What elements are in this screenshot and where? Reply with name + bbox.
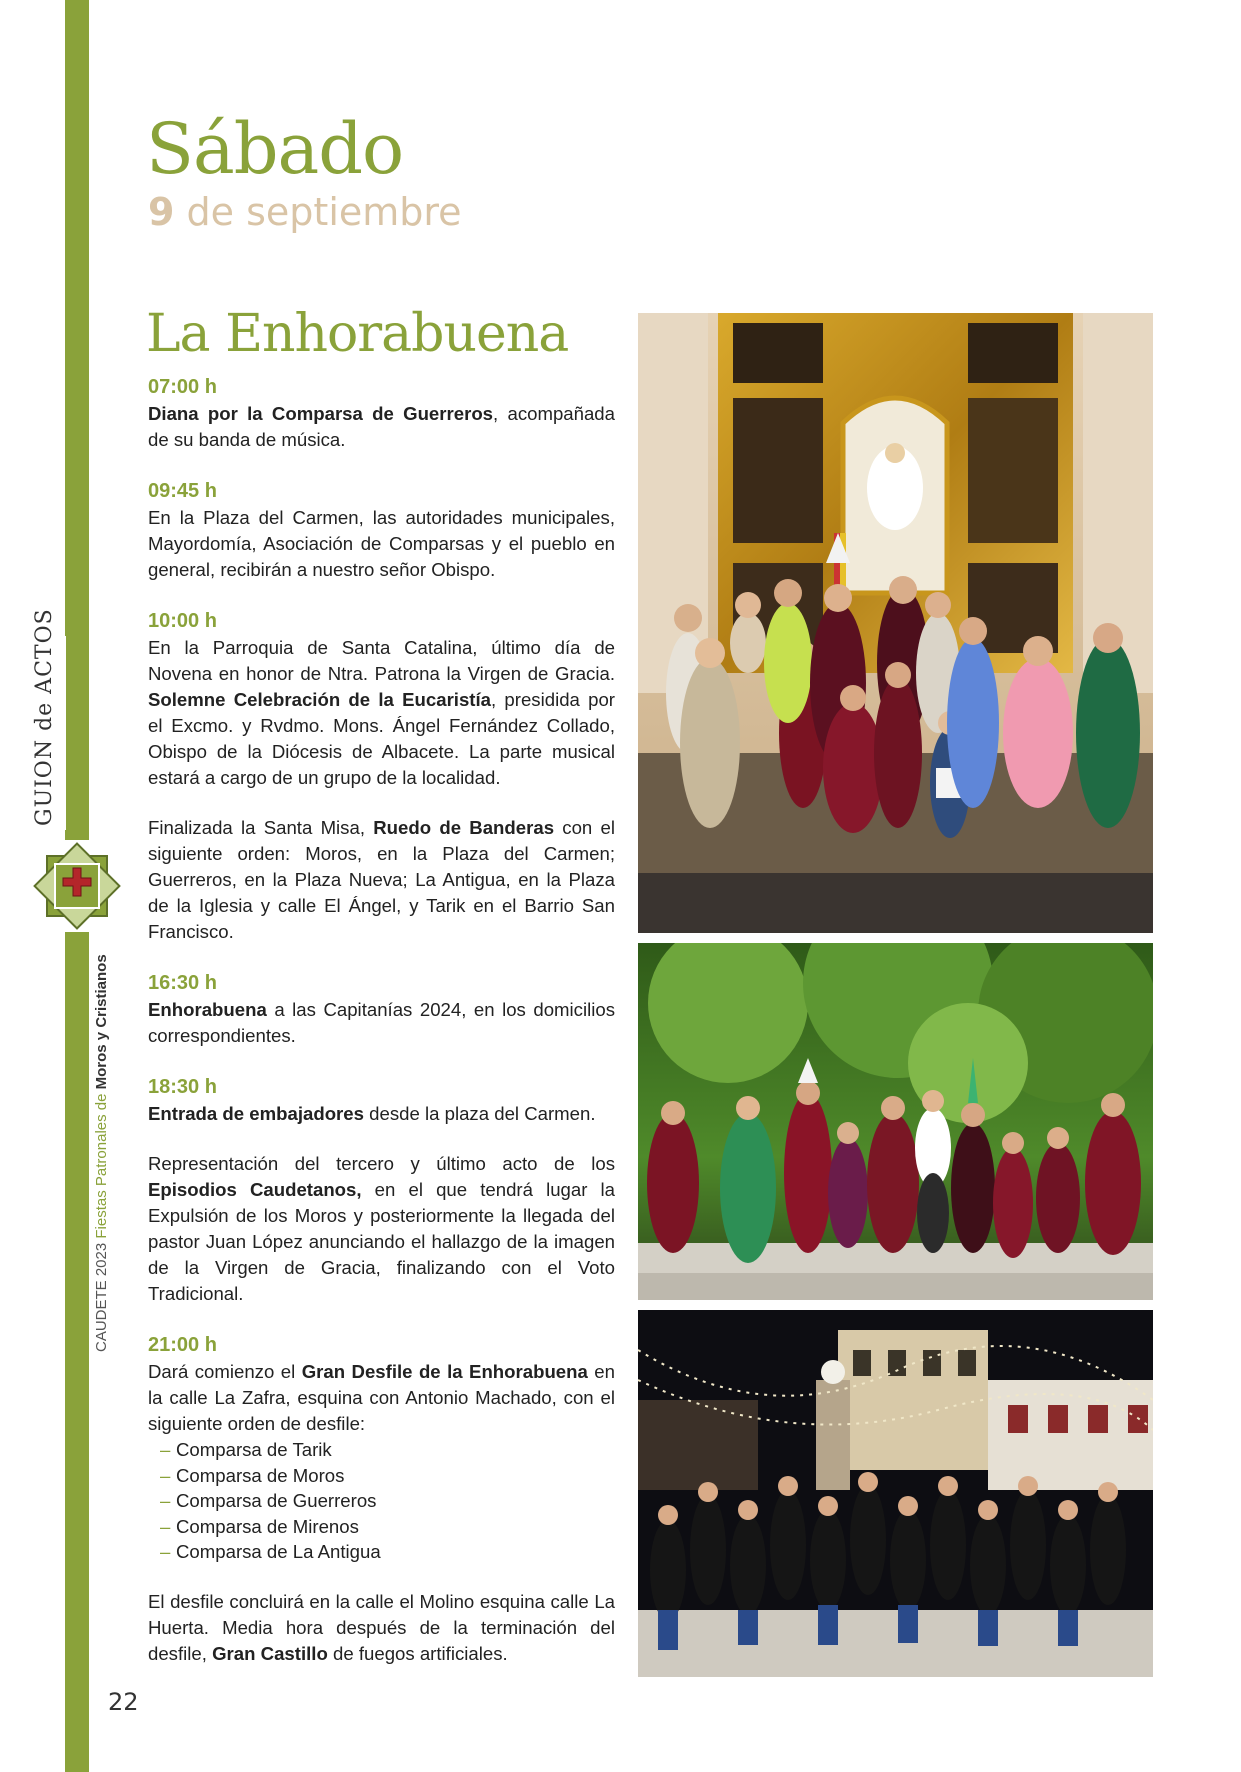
list-item: – Comparsa de Mirenos (160, 1515, 359, 1537)
parade-item-label: Comparsa de La Antigua (176, 1541, 381, 1562)
parade-item-label: Comparsa de Mirenos (176, 1515, 359, 1537)
event-0700 (148, 373, 615, 453)
event-time: 16:30 h (148, 972, 217, 994)
pub-bold: Moros y Cristianos (93, 954, 110, 1090)
photo-church-altar-group (638, 313, 1153, 933)
event-time: 09:45 h (148, 480, 217, 502)
event-highlight: Gran Desfile de la Enhorabuena (301, 1361, 588, 1382)
parade-item-label: Comparsa de Moros (176, 1464, 345, 1486)
event-time: 10:00 h (148, 610, 217, 632)
list-item: – Comparsa de Tarik (160, 1439, 332, 1460)
photo-night-square-group (638, 1310, 1153, 1677)
event-text (148, 997, 615, 1049)
event-time: 21:00 h (148, 1334, 217, 1356)
event-detail: Finalizada la Santa Misa, (148, 817, 374, 838)
day-title: Sábado (146, 108, 404, 190)
cross-emblem-icon (31, 840, 123, 932)
event-text (148, 1359, 615, 1437)
event-text (148, 1151, 615, 1307)
event-detail: en la calle La Zafra, esquina con Antonio Machado, con el siguiente orden de desfile: (148, 1361, 615, 1434)
event-detail: de fuegos artificiales. (327, 1642, 508, 1664)
pub-prefix: CAUDETE 2023 (93, 1242, 110, 1352)
event-detail: a las Capitanías 2024, en los domicilios correspondientes. (148, 999, 615, 1046)
event-representacion (148, 1151, 615, 1307)
event-highlight: Solemne Celebración de la Eucaristía (148, 689, 492, 710)
event-text (148, 1101, 615, 1127)
date-number: 9 (148, 190, 175, 234)
publication-label-vertical (93, 932, 117, 1352)
event-1000 (148, 607, 615, 791)
event-ruedo-banderas (148, 815, 615, 945)
event-text (148, 1589, 615, 1667)
event-detail: , presidida por el Excmo. y Rvdmo. Mons. Ángel Fernández Collado, Obispo de la Diócesis de Albacete. La parte musical estará a cargo de un grupo de la localidad. (148, 689, 616, 788)
section-title: La Enhorabuena (146, 304, 569, 364)
event-highlight: Episodios Caudetanos, (148, 1179, 362, 1200)
list-item: – Comparsa de Guerreros (160, 1490, 377, 1511)
event-1630 (148, 969, 615, 1049)
event-detail: En la Parroquia de Santa Catalina, último día de Novena en honor de Ntra. Patrona la Virgen de Gracia. (148, 637, 615, 684)
event-detail: El desfile concluirá en la calle el Molino esquina calle La Huerta. Media hora después de la terminación del desfile, (148, 1590, 615, 1664)
event-detail: Representación del tercero y último acto de los (148, 1153, 615, 1174)
event-0945 (148, 477, 615, 583)
pub-middle: Fiestas Patronales de (93, 1093, 110, 1239)
section-label-vertical: GUION de ACTOS (32, 636, 66, 830)
event-detail: , acompañada de su banda de música. (148, 403, 615, 450)
list-item: – Comparsa de La Antigua (160, 1541, 381, 1562)
event-highlight: Entrada de embajadores (148, 1103, 364, 1124)
event-highlight: Ruedo de Banderas (373, 817, 555, 838)
parade-order-list (148, 1437, 615, 1565)
program-list (148, 373, 615, 1691)
photo-outdoor-costume-group (638, 943, 1153, 1300)
event-text (148, 635, 615, 791)
event-1830 (148, 1073, 615, 1127)
date-month: de septiembre (186, 190, 462, 234)
event-detail: desde la plaza del Carmen. (363, 1103, 596, 1124)
list-item: – Comparsa de Moros (160, 1464, 345, 1486)
event-text (148, 401, 615, 453)
event-2100 (148, 1331, 615, 1565)
page-number: 22 (108, 1688, 139, 1716)
parade-item-label: Comparsa de Guerreros (176, 1490, 377, 1511)
event-detail: en el que tendrá lugar la Expulsión de los Moros y posteriormente la llegada del pastor Juan López anunciando el hallazgo de la imagen de la Virgen de Gracia, finalizando con el Voto Tradicional. (148, 1179, 616, 1304)
event-detail: con el siguiente orden: Moros, en la Plaza del Carmen; Guerreros, en la Plaza Nueva; La Antigua, en la Plaza de la Iglesia y calle El Ángel, y Tarik en el Barrio San Francisco. (148, 817, 615, 942)
event-closing (148, 1589, 615, 1667)
event-time: 18:30 h (148, 1076, 217, 1098)
date-subtitle (148, 190, 462, 234)
event-text: En la Plaza del Carmen, las autoridades municipales, Mayordomía, Asociación de Comparsas y el pueblo en general, recibirán a nuestro señor Obispo. (148, 507, 615, 580)
event-text (148, 815, 615, 945)
event-detail: Dará comienzo el (148, 1361, 302, 1382)
event-time: 07:00 h (148, 376, 217, 398)
event-highlight: Enhorabuena (148, 999, 267, 1020)
parade-item-label: Comparsa de Tarik (176, 1439, 332, 1460)
event-highlight: Diana por la Comparsa de Guerreros (148, 403, 494, 424)
event-highlight: Gran Castillo (212, 1642, 328, 1664)
